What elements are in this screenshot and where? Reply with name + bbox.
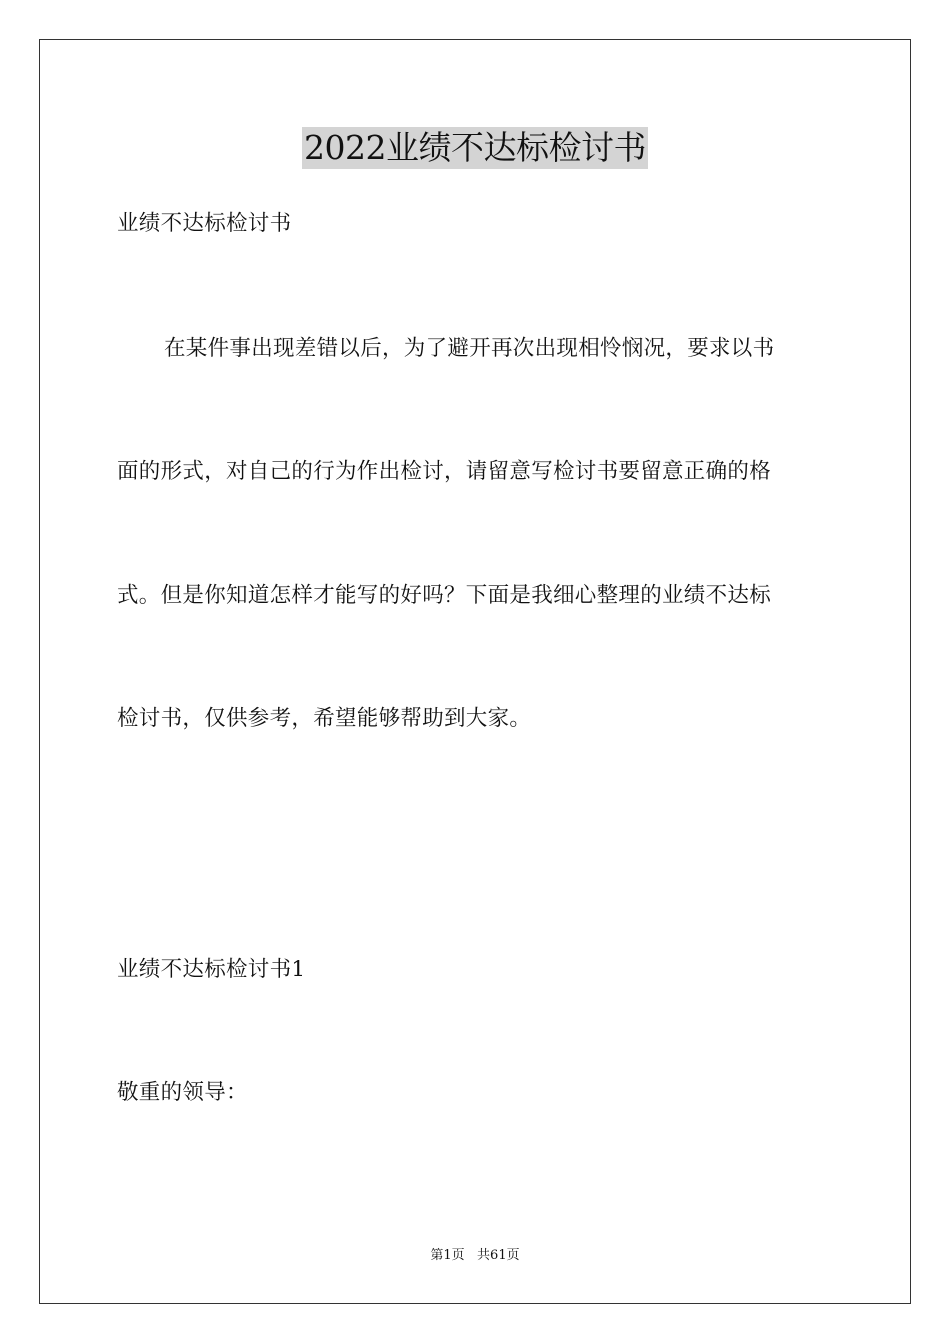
section-heading: 业绩不达标检讨书1 <box>117 957 306 982</box>
salutation: 敬重的领导： <box>117 1080 248 1105</box>
intro-line-4: 检讨书，仅供参考，希望能够帮助到大家。 <box>117 706 532 731</box>
intro-line-1: 在某件事出现差错以后，为了避开再次出现相怜悯况，要求以书 <box>164 336 775 361</box>
title-container <box>0 127 950 169</box>
intro-line-3: 式。但是你知道怎样才能写的好吗？下面是我细心整理的业绩不达标 <box>117 583 772 608</box>
document-title: 2022业绩不达标检讨书 <box>304 128 646 167</box>
intro-line-2: 面的形式，对自己的行为作出检讨，请留意写检讨书要留意正确的格 <box>117 459 772 484</box>
document-subtitle: 业绩不达标检讨书 <box>117 211 292 236</box>
page-footer: 第1页 共61页 <box>430 1248 520 1263</box>
